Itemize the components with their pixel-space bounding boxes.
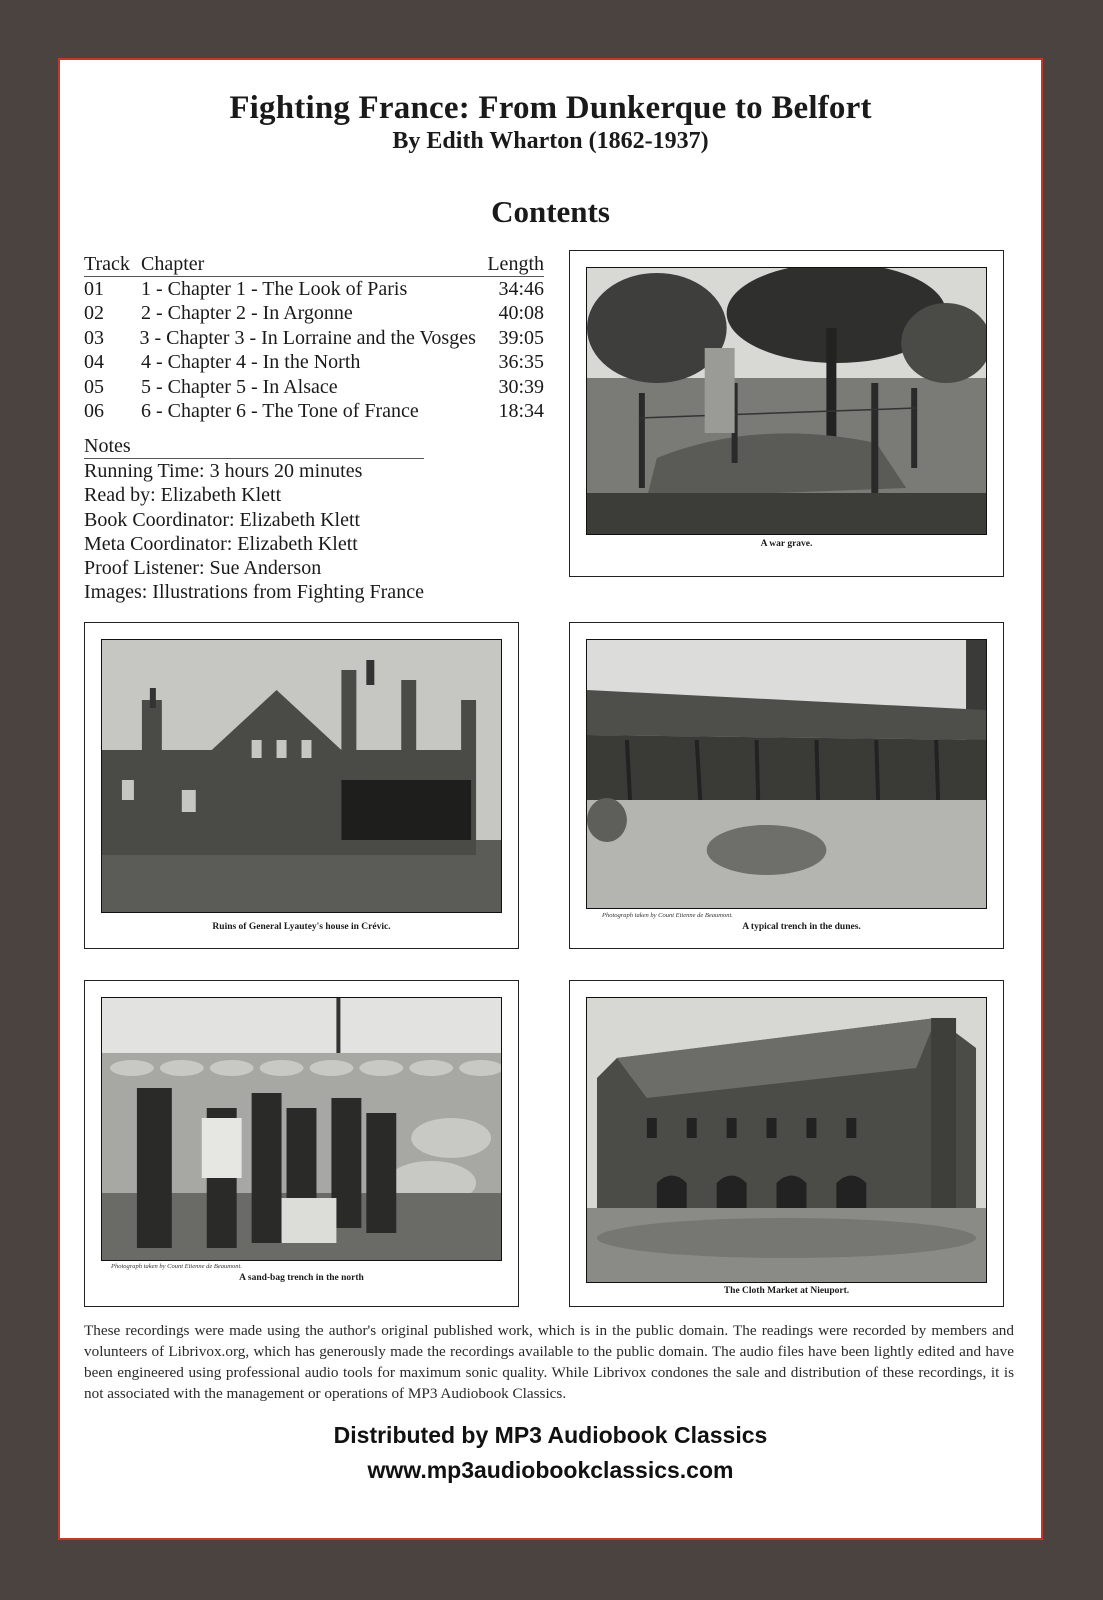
distributor-website: www.mp3audiobookclassics.com [367,1457,734,1483]
track-number: 05 [84,375,104,398]
photo-trench-dunes [569,622,1004,949]
back-cover-page [58,58,1043,1540]
notes-read-by: Read by: Elizabeth Klett [84,484,282,507]
track-row [84,399,544,423]
track-length: 39:05 [498,326,544,349]
notes-section [84,434,424,604]
track-chapter: 6 - Chapter 6 - The Tone of France [141,400,419,423]
notes-proof-listener: Proof Listener: Sue Anderson [84,557,322,580]
trench-dunes-caption: A typical trench in the dunes. [742,922,861,932]
track-number: 06 [84,400,104,423]
track-row [84,326,544,350]
cloth-market-caption: The Cloth Market at Nieuport. [723,1286,850,1296]
trench-dunes-credit: Photograph taken by Count Etienne de Beaumont. [602,912,733,919]
track-chapter: 4 - Chapter 4 - In the North [141,351,361,374]
notes-heading: Notes [84,434,424,459]
track-number: 04 [84,351,104,374]
track-length: 18:34 [498,400,544,423]
contents-heading: Contents [491,194,610,229]
track-number: 01 [84,278,104,300]
ruins-caption: Ruins of General Lyautey's house in Crévic. [212,922,391,932]
notes-book-coordinator: Book Coordinator: Elizabeth Klett [84,508,361,531]
track-chapter: 1 - Chapter 1 - The Look of Paris [141,278,408,300]
track-table [84,252,544,423]
photo-sandbag-trench [84,980,519,1307]
track-row [84,350,544,374]
photo-war-grave [569,250,1004,577]
photo-cloth-market [569,980,1004,1307]
track-row [84,375,544,399]
track-number: 02 [84,302,104,325]
photo-ruins [84,622,519,949]
track-chapter: 2 - Chapter 2 - In Argonne [141,302,353,325]
track-number: 03 [84,326,104,349]
sandbag-trench-caption: A sand-bag trench in the north [239,1273,364,1283]
column-track: Track [84,253,130,275]
war-grave-image [586,267,987,535]
notes-images: Images: Illustrations from Fighting France [84,581,424,604]
notes-running-time: Running Time: 3 hours 20 minutes [84,460,363,483]
track-length: 36:35 [498,351,544,374]
disclaimer-text: These recordings were made using the author's original published work, which is in the public domain. The readings were recorded by members and volunteers of Librivox.org, which has generously made the recordings available to the public domain. The audio files have been lightly edited and have been engineered using professional audio tools for maximum sonic quality. While Librivox condones the sale and distribution of these recordings, it is not associated with the management or operations of MP3 Audiobook Classics. [84,1322,1014,1402]
column-chapter: Chapter [141,253,205,275]
sandbag-trench-image [101,997,502,1261]
ruins-image [101,639,502,913]
book-author: By Edith Wharton (1862-1937) [392,128,709,154]
trench-dunes-image [586,639,987,909]
track-length: 40:08 [498,302,544,325]
notes-meta-coordinator: Meta Coordinator: Elizabeth Klett [84,532,358,555]
column-length: Length [487,253,544,275]
track-row [84,277,544,301]
track-table-header [84,252,544,277]
track-row [84,301,544,325]
book-title: Fighting France: From Dunkerque to Belfort [229,90,872,126]
track-length: 34:46 [498,278,544,300]
track-chapter: 5 - Chapter 5 - In Alsace [141,375,338,398]
distributor-line: Distributed by MP3 Audiobook Classics [333,1422,768,1448]
sandbag-trench-credit: Photograph taken by Count Etienne de Beaumont. [111,1263,242,1270]
track-length: 30:39 [498,375,544,398]
cloth-market-image [586,997,987,1283]
track-chapter: 3 - Chapter 3 - In Lorraine and the Vosges [139,326,476,349]
war-grave-caption: A war grave. [760,539,813,549]
